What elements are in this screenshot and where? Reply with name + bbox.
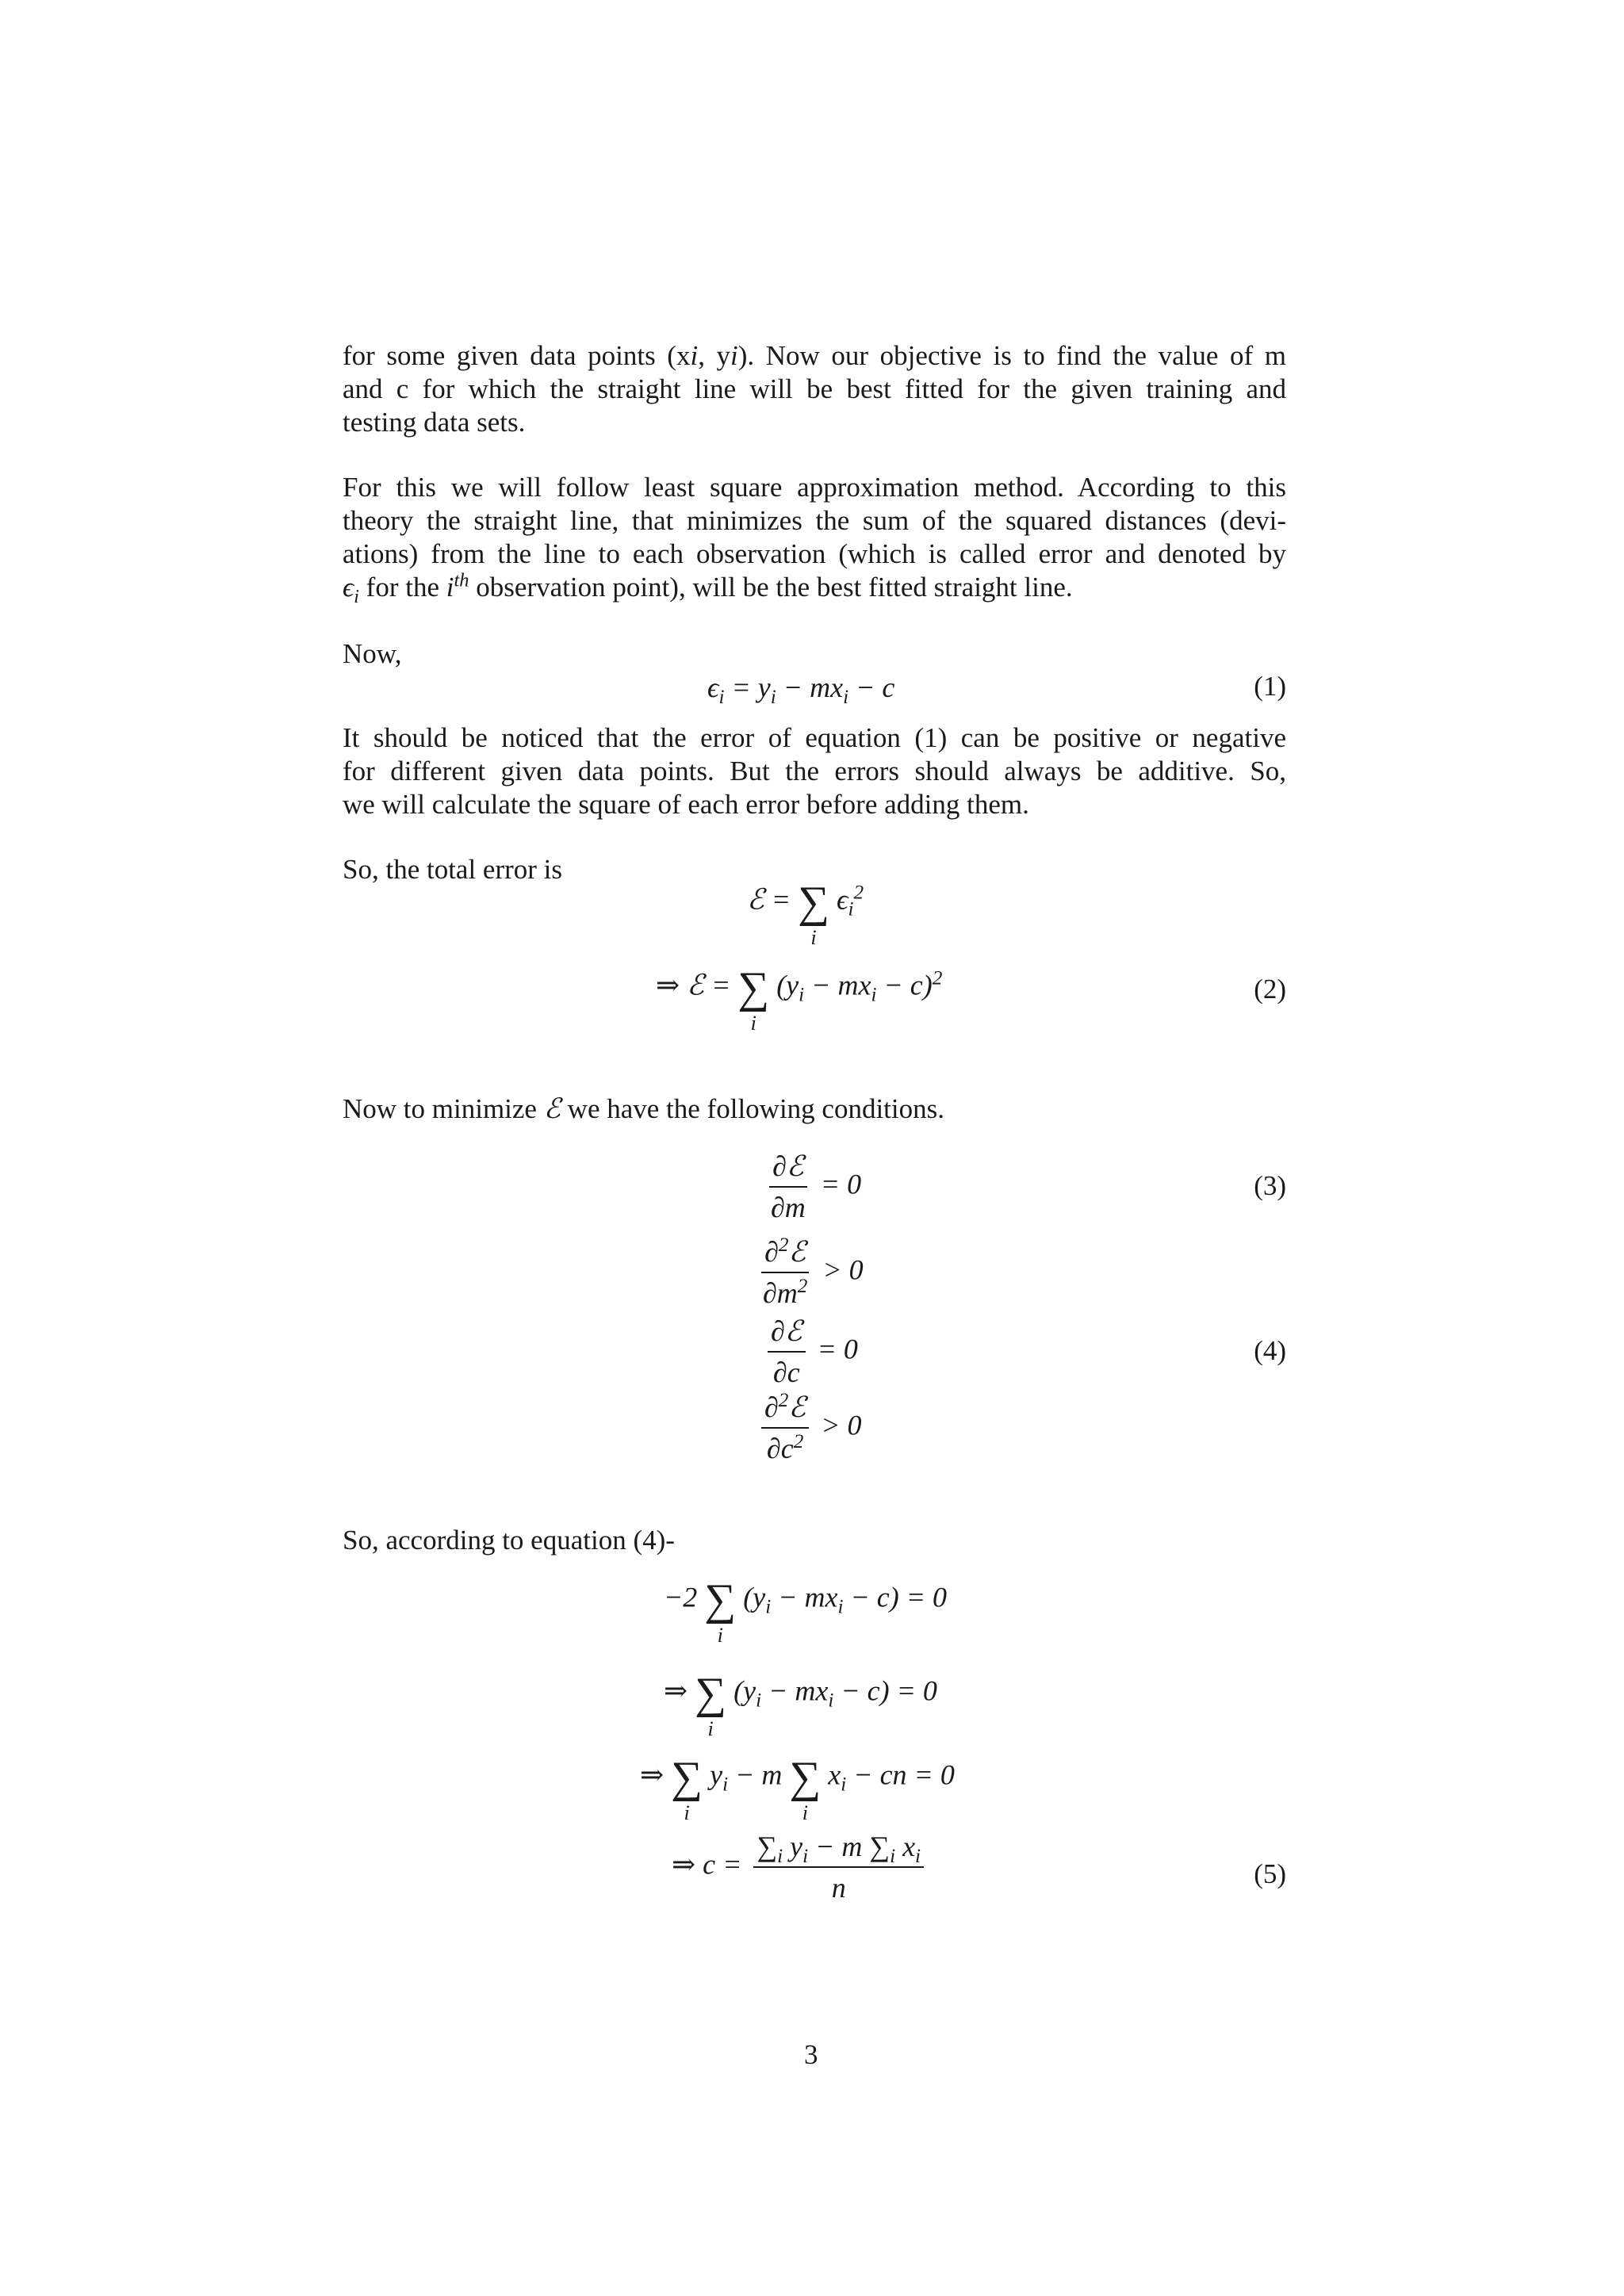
paragraph-error-sign: It should be noticed that the error of equation (1) can be positive or negative for different given data points. But the errors should always be additive. So, we will calculate the square of each error before adding them. [343, 722, 1286, 820]
equation-number-3: (3) [1254, 1170, 1286, 1201]
paragraph-least-squares: For this we will follow least square approximation method. According to this theory the straight line, that minimizes the sum of the squared distances (devi- ations) from the line to each observation (which is called error and denoted by $\epsilon_i$ for the $i^{th}$ observation point), will be the best fitted straight line. [343, 472, 1286, 607]
page-number: 3 [804, 2039, 818, 2070]
equation-2: ℰ = ∑ i $\epsilon_i^2$ ⇒ ℰ = ∑ i $(y_i - mx_i - c)^2$ (2) [656, 878, 1286, 1035]
paragraph-according-eq4: So, according to equation (4)- [343, 1525, 675, 1556]
paragraph-total-error: So, the total error is [343, 854, 563, 885]
paragraph-intro: for some given data points (xi, yi). Now our objective is to find the value of m and c for which the straight line will be best fitted for the given training and testing data sets. [343, 340, 1287, 438]
equation-number-2: (2) [1254, 974, 1286, 1004]
equation-number-4: (4) [1254, 1335, 1286, 1366]
paragraph-now: Now, [343, 638, 402, 669]
equation-number-1: (1) [1254, 671, 1286, 702]
equation-5: −2 ∑ i $(y_i - mx_i - c) = 0$ ⇒ ∑ i $(y_i - mx_i - c) = 0$ ⇒ ∑ i $y_i - m$ ∑ i $x_i$ − cn = 0 ⇒ c = $\frac{\sum_i y_i - m \sum_i x_i}{n}$ (5) [640, 1575, 1286, 1904]
equations-3-4: $\frac{\text{∂ℰ}}{\partial m}$ = 0 (3) $\frac{\partial^2ℰ}{\partial m^2}$ > 0 $\frac{\text{∂ℰ}}{\partial c}$ = 0 (4) $\frac{\partial^2ℰ}{\partial c^2}$ > 0 [763, 1150, 1286, 1464]
equation-1: $\epsilon_i = y_i - mx_i - c$ (1) [707, 671, 1286, 709]
paragraph-minimize: Now to minimize ℰ we have the following conditions. [343, 1093, 944, 1124]
equation-number-5: (5) [1254, 1858, 1286, 1889]
